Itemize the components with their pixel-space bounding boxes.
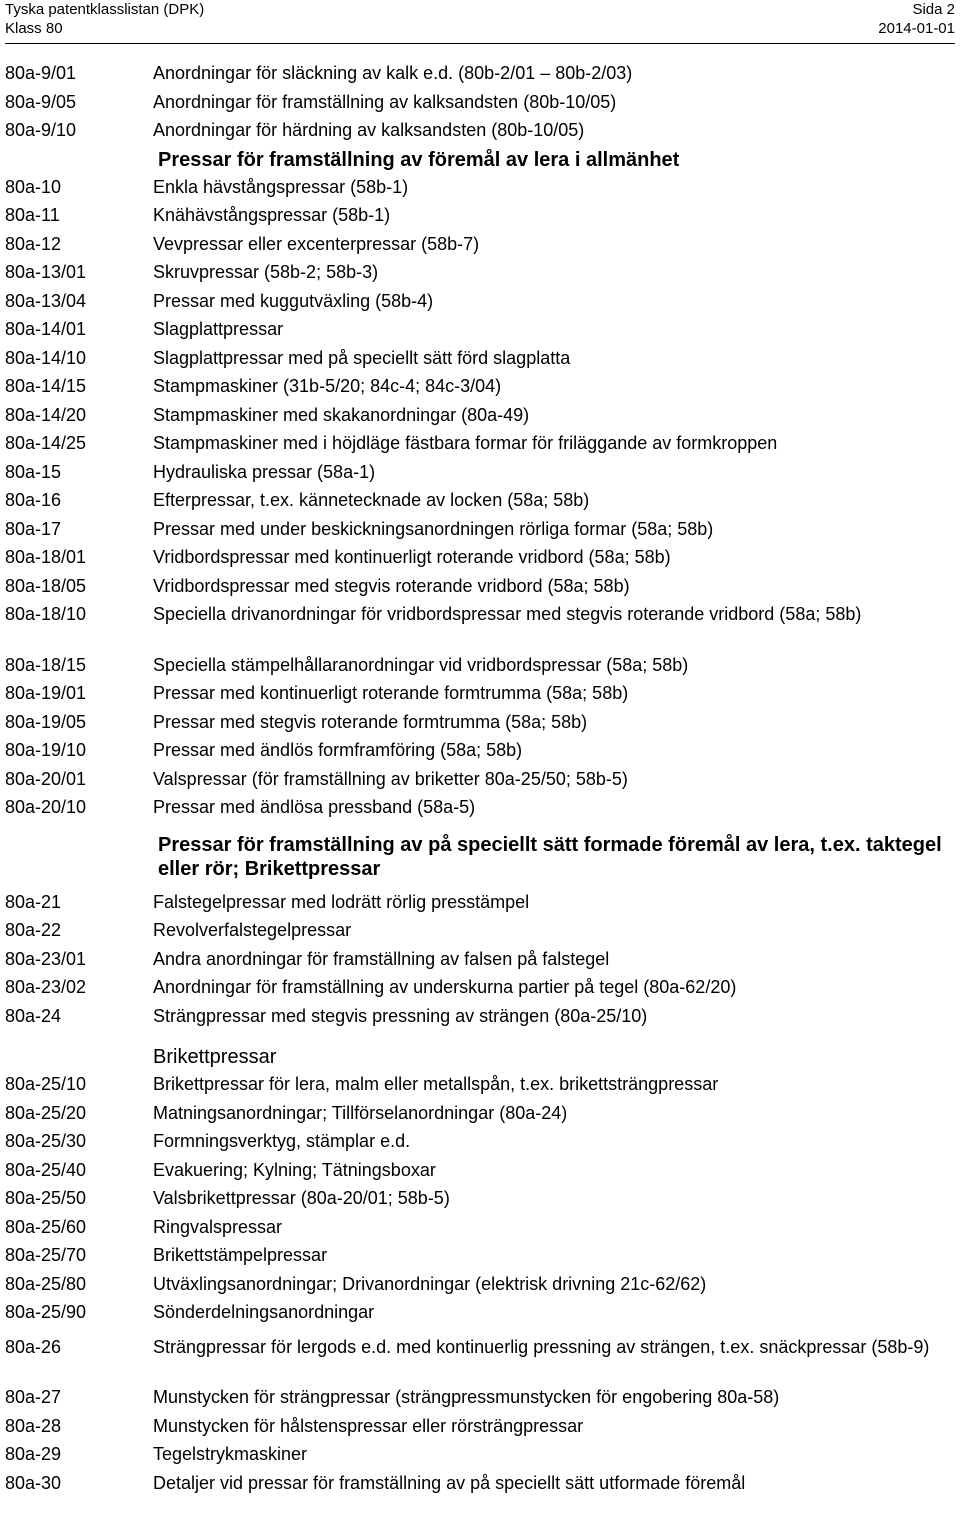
list-item bbox=[5, 233, 955, 255]
class-description: Valsbrikettpressar (80a-20/01; 58b-5) bbox=[153, 1188, 450, 1208]
class-code: 80a-9/01 bbox=[5, 63, 77, 83]
list-item bbox=[5, 375, 955, 397]
class-code: 80a-25/30 bbox=[5, 1131, 87, 1151]
class-code: 80a-24 bbox=[5, 1005, 62, 1026]
class-code: 80a-14/10 bbox=[5, 347, 87, 368]
list-item bbox=[5, 654, 955, 676]
list-item bbox=[5, 919, 955, 941]
class-code: 80a-19/05 bbox=[5, 711, 87, 732]
class-description: Anordningar för släckning av kalk e.d. (80b-2/01 – 80b-2/03) bbox=[153, 63, 633, 83]
class-code: 80a-21 bbox=[5, 891, 62, 912]
document-date: 2014-01-01 bbox=[878, 20, 955, 37]
class-label: Klass 80 bbox=[5, 20, 63, 37]
list-item bbox=[5, 546, 955, 568]
list-item bbox=[5, 1244, 955, 1266]
class-code: 80a-14/25 bbox=[5, 433, 87, 453]
class-description: Efterpressar, t.ex. kännetecknade av locken (58a; 58b) bbox=[153, 490, 590, 510]
class-description: Skruvpressar (58b-2; 58b-3) bbox=[153, 262, 379, 282]
class-description: Anordningar för framställning av underskurna partier på tegel (80a-62/20) bbox=[153, 977, 737, 997]
class-code: 80a-11 bbox=[5, 205, 60, 225]
header-divider bbox=[5, 43, 955, 44]
class-code: 80a-25/80 bbox=[5, 1273, 87, 1294]
list-item bbox=[5, 1336, 955, 1380]
class-description: Evakuering; Kylning; Tätningsboxar bbox=[153, 1159, 436, 1180]
class-description: Brikettpressar för lera, malm eller metallspån, t.ex. brikettsträngpressar bbox=[153, 1074, 719, 1094]
class-description: Anordningar för härdning av kalksandsten (80b-10/05) bbox=[153, 120, 585, 140]
list-item bbox=[5, 575, 955, 597]
class-code: 80a-10 bbox=[5, 176, 62, 197]
class-description: Falstegelpressar med lodrätt rörlig presstämpel bbox=[153, 891, 530, 912]
class-description: Formningsverktyg, stämplar e.d. bbox=[153, 1131, 411, 1151]
list-item bbox=[5, 682, 955, 704]
class-code: 80a-27 bbox=[5, 1387, 62, 1407]
class-description: Munstycken för strängpressar (strängpressmunstycken för engobering 80a-58) bbox=[153, 1387, 780, 1407]
list-item bbox=[5, 1102, 955, 1124]
class-description: Stampmaskiner med skakanordningar (80a-49) bbox=[153, 404, 530, 425]
section-heading: Pressar för framställning av föremål av lera i allmänhet bbox=[158, 148, 680, 171]
class-code: 80a-28 bbox=[5, 1415, 62, 1436]
class-description: Enkla hävstångspressar (58b-1) bbox=[153, 176, 409, 197]
class-description: Anordningar för framställning av kalksandsten (80b-10/05) bbox=[153, 91, 617, 112]
class-description: Pressar med ändlös formframföring (58a; 58b) bbox=[153, 740, 523, 760]
class-code: 80a-25/50 bbox=[5, 1188, 87, 1208]
class-description: Slagplattpressar bbox=[153, 319, 284, 339]
list-item bbox=[5, 318, 955, 340]
subsection-heading: Brikettpressar bbox=[153, 1046, 277, 1068]
class-code: 80a-14/15 bbox=[5, 376, 87, 396]
list-item bbox=[5, 1273, 955, 1295]
class-description: Strängpressar för lergods e.d. med kontinuerlig pressning av strängen, t.ex. snäckpressar (58b-9) bbox=[153, 1336, 930, 1357]
class-description: Pressar med kontinuerligt roterande formtrumma (58a; 58b) bbox=[153, 683, 629, 703]
list-item bbox=[5, 261, 955, 283]
class-code: 80a-15 bbox=[5, 461, 62, 482]
class-description: Andra anordningar för framställning av falsen på falstegel bbox=[153, 948, 610, 969]
class-description: Vridbordspressar med stegvis roterande vridbord (58a; 58b) bbox=[153, 575, 630, 596]
class-description: Slagplattpressar med på speciellt sätt förd slagplatta bbox=[153, 347, 571, 368]
class-code: 80a-25/20 bbox=[5, 1102, 87, 1123]
list-item bbox=[5, 347, 955, 369]
class-description: Stampmaskiner (31b-5/20; 84c-4; 84c-3/04) bbox=[153, 376, 502, 396]
class-code: 80a-26 bbox=[5, 1336, 62, 1357]
class-code: 80a-25/60 bbox=[5, 1216, 87, 1237]
class-code: 80a-17 bbox=[5, 518, 62, 539]
class-code: 80a-25/70 bbox=[5, 1245, 87, 1265]
page-number: Sida 2 bbox=[912, 1, 955, 18]
section-heading: Pressar för framställning av på speciellt sätt formade föremål av lera, t.ex. taktegel eller rör; Brikettpressar bbox=[158, 833, 942, 880]
list-item bbox=[5, 976, 955, 998]
class-description: Hydrauliska pressar (58a-1) bbox=[153, 461, 376, 482]
class-code: 80a-19/10 bbox=[5, 740, 87, 760]
list-item bbox=[5, 518, 955, 540]
list-item bbox=[5, 603, 955, 647]
class-code: 80a-14/01 bbox=[5, 319, 87, 339]
class-code: 80a-18/15 bbox=[5, 654, 87, 675]
list-item bbox=[5, 204, 955, 226]
class-description: Utväxlingsanordningar; Drivanordningar (elektrisk drivning 21c-62/62) bbox=[153, 1273, 707, 1294]
class-code: 80a-16 bbox=[5, 490, 62, 510]
list-item bbox=[5, 948, 955, 970]
class-description: Brikettstämpelpressar bbox=[153, 1245, 328, 1265]
class-code: 80a-14/20 bbox=[5, 404, 87, 425]
class-description: Pressar med kuggutväxling (58b-4) bbox=[153, 290, 434, 311]
class-code: 80a-23/02 bbox=[5, 977, 87, 997]
list-item bbox=[5, 461, 955, 483]
class-description: Revolverfalstegelpressar bbox=[153, 920, 352, 940]
class-code: 80a-18/10 bbox=[5, 604, 87, 624]
list-item bbox=[5, 796, 955, 818]
class-description: Munstycken för hålstenspressar eller rörsträngpressar bbox=[153, 1415, 584, 1436]
class-code: 80a-19/01 bbox=[5, 683, 87, 703]
class-description: Strängpressar med stegvis pressning av strängen (80a-25/10) bbox=[153, 1005, 648, 1026]
class-description: Detaljer vid pressar för framställning av på speciellt sätt utformade föremål bbox=[153, 1472, 746, 1493]
class-code: 80a-29 bbox=[5, 1444, 62, 1464]
list-item bbox=[5, 1443, 955, 1465]
class-code: 80a-9/10 bbox=[5, 120, 77, 140]
list-item bbox=[5, 1159, 955, 1181]
list-item bbox=[5, 176, 955, 198]
class-code: 80a-13/01 bbox=[5, 262, 87, 282]
class-description: Speciella stämpelhållaranordningar vid vridbordspressar (58a; 58b) bbox=[153, 654, 689, 675]
class-code: 80a-30 bbox=[5, 1472, 62, 1493]
class-code: 80a-25/40 bbox=[5, 1159, 87, 1180]
list-item bbox=[5, 739, 955, 761]
class-description: Ringvalspressar bbox=[153, 1216, 283, 1237]
list-item bbox=[5, 1415, 955, 1437]
class-code: 80a-23/01 bbox=[5, 948, 87, 969]
class-description: Valspressar (för framställning av briketter 80a-25/50; 58b-5) bbox=[153, 768, 628, 789]
class-code: 80a-25/10 bbox=[5, 1074, 87, 1094]
class-description: Pressar med ändlösa pressband (58a-5) bbox=[153, 797, 476, 817]
class-description: Stampmaskiner med i höjdläge fästbara formar för friläggande av formkroppen bbox=[153, 433, 778, 453]
class-code: 80a-18/01 bbox=[5, 547, 87, 567]
class-description: Vridbordspressar med kontinuerligt roterande vridbord (58a; 58b) bbox=[153, 547, 671, 567]
class-code: 80a-20/10 bbox=[5, 797, 87, 817]
list-item bbox=[5, 711, 955, 733]
class-code: 80a-13/04 bbox=[5, 290, 87, 311]
list-item bbox=[5, 1130, 955, 1152]
list-item bbox=[5, 404, 955, 426]
class-description: Pressar med stegvis roterande formtrumma (58a; 58b) bbox=[153, 711, 588, 732]
list-item bbox=[5, 1005, 955, 1027]
list-item bbox=[5, 1301, 955, 1323]
class-code: 80a-22 bbox=[5, 920, 62, 940]
class-description: Tegelstrykmaskiner bbox=[153, 1444, 308, 1464]
list-item bbox=[5, 489, 955, 511]
list-item bbox=[5, 1216, 955, 1238]
class-description: Pressar med under beskickningsanordningen rörliga formar (58a; 58b) bbox=[153, 518, 714, 539]
list-item bbox=[5, 1472, 955, 1494]
class-description: Vevpressar eller excenterpressar (58b-7) bbox=[153, 233, 480, 254]
class-description: Speciella drivanordningar för vridbordspressar med stegvis roterande vridbord (58a; 58b) bbox=[153, 604, 862, 624]
list-item bbox=[5, 1073, 955, 1095]
class-code: 80a-25/90 bbox=[5, 1302, 87, 1322]
list-item bbox=[5, 768, 955, 790]
class-code: 80a-20/01 bbox=[5, 768, 87, 789]
class-code: 80a-12 bbox=[5, 233, 62, 254]
document-title: Tyska patentklasslistan (DPK) bbox=[5, 1, 205, 18]
page-header bbox=[5, 0, 955, 40]
class-list bbox=[5, 62, 955, 1500]
list-item bbox=[5, 1187, 955, 1209]
list-item bbox=[5, 432, 955, 454]
list-item bbox=[5, 119, 955, 141]
class-code: 80a-18/05 bbox=[5, 575, 87, 596]
class-code: 80a-9/05 bbox=[5, 91, 77, 112]
class-description: Knähävstångspressar (58b-1) bbox=[153, 205, 391, 225]
list-item bbox=[5, 290, 955, 312]
list-item bbox=[5, 62, 955, 84]
list-item bbox=[5, 91, 955, 113]
list-item bbox=[5, 891, 955, 913]
list-item bbox=[5, 1386, 955, 1408]
class-description: Sönderdelningsanordningar bbox=[153, 1302, 375, 1322]
class-description: Matningsanordningar; Tillförselanordningar (80a-24) bbox=[153, 1102, 568, 1123]
